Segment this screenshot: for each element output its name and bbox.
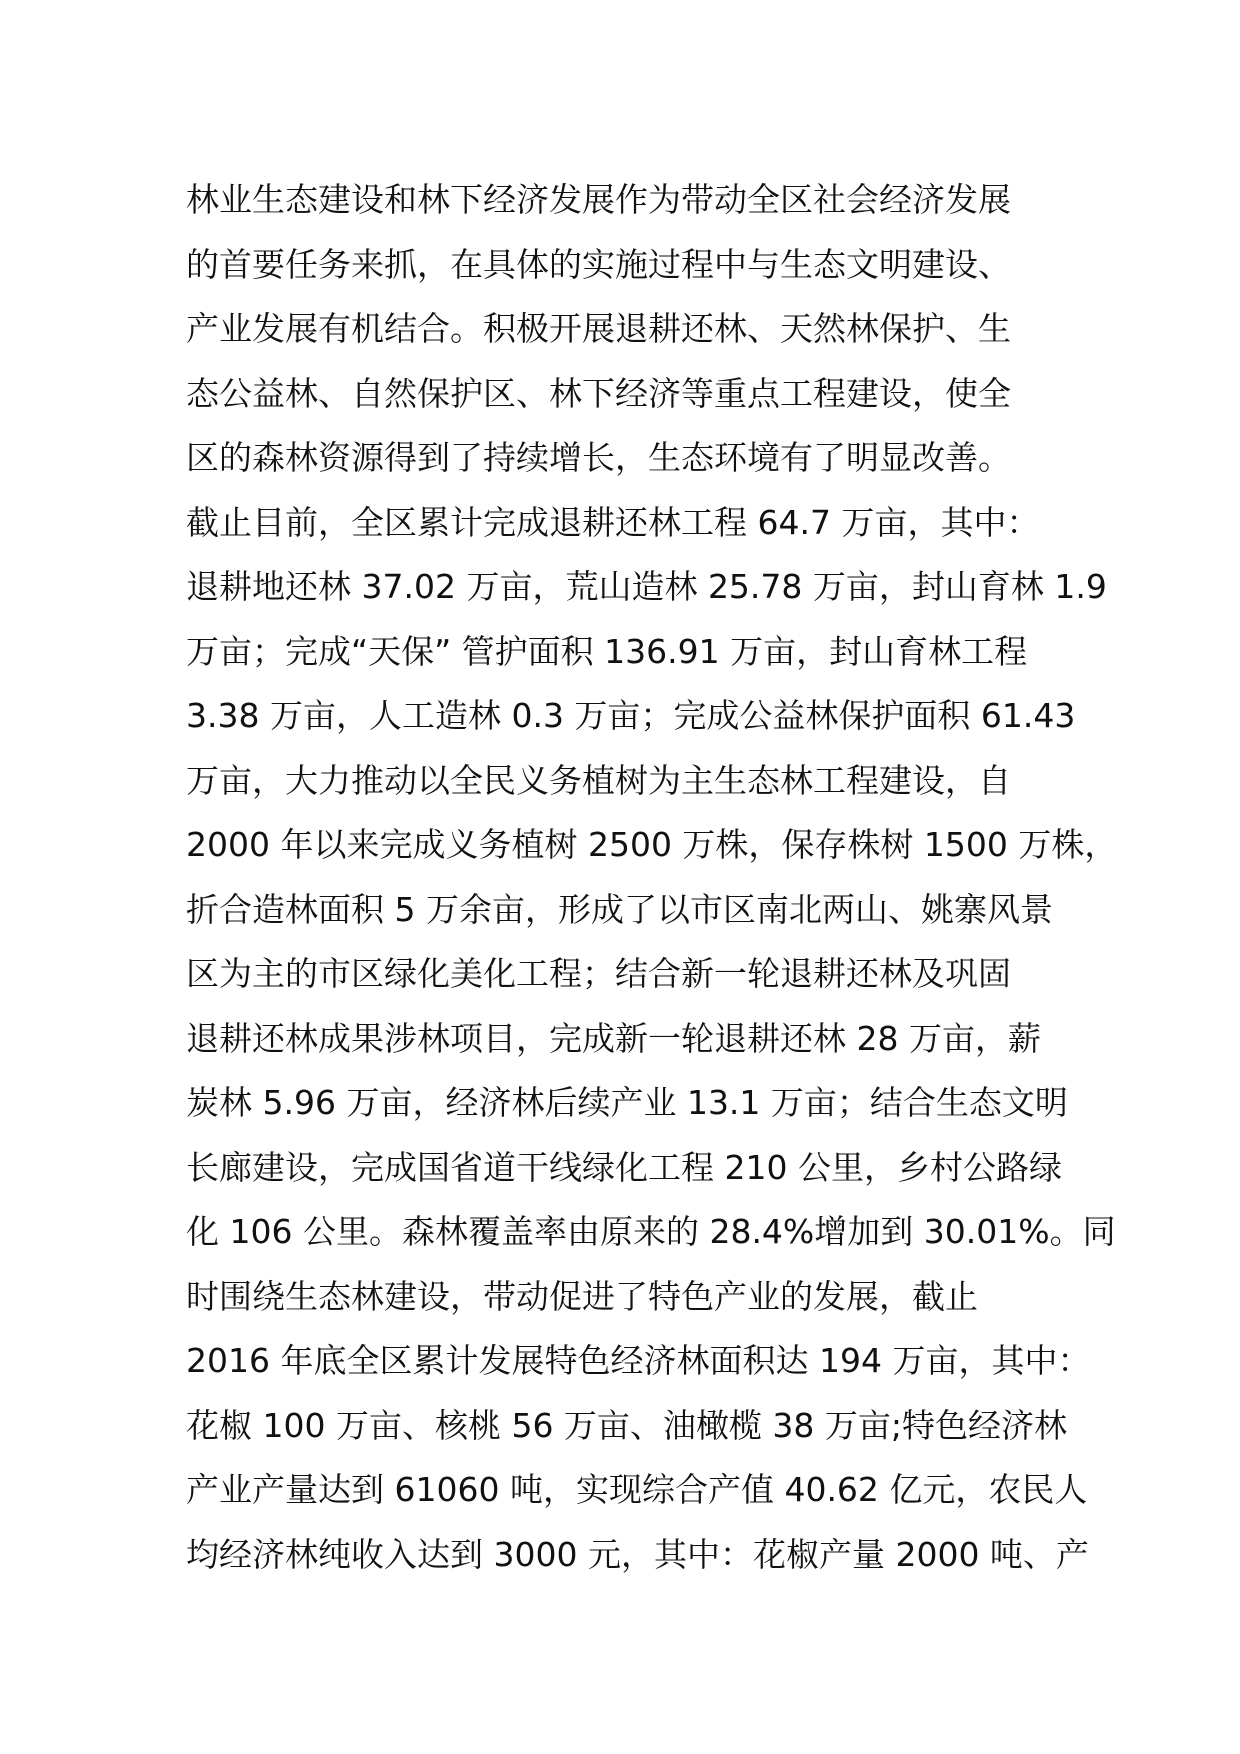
body-paragraph [186, 168, 1118, 1587]
text-line: 时围绕生态林建设，带动促进了特色产业的发展，截止 [186, 1276, 978, 1316]
text-line: 长廊建设，完成国省道干线绿化工程 210 公里，乡村公路绿 [186, 1147, 1062, 1187]
text-line: 万亩；完成“天保” 管护面积 136.91 万亩，封山育林工程 [186, 631, 1028, 671]
text-line: 化 106 公里。森林覆盖率由原来的 28.4%增加到 30.01%。同 [186, 1212, 1116, 1251]
text-line: 的首要任务来抓，在具体的实施过程中与生态文明建设、 [186, 244, 1011, 284]
text-line: 万亩，大力推动以全民义务植树为主生态林工程建设，自 [186, 760, 1011, 800]
text-line: 区的森林资源得到了持续增长，生态环境有了明显改善。 [186, 438, 1011, 477]
text-line: 区为主的市区绿化美化工程；结合新一轮退耕还林及巩固 [186, 954, 1011, 993]
text-line: 截止目前，全区累计完成退耕还林工程 64.7 万亩，其中： [186, 502, 1040, 542]
text-line: 2000 年以来完成义务植树 2500 万株，保存株树 1500 万株， [186, 825, 1118, 864]
text-line: 花椒 100 万亩、核桃 56 万亩、油橄榄 38 万亩;特色经济林 [186, 1405, 1068, 1445]
text-line: 产业产量达到 61060 吨，实现综合产值 40.62 亿元，农民人 [186, 1470, 1088, 1509]
text-line: 2016 年底全区累计发展特色经济林面积达 194 万亩，其中： [186, 1341, 1091, 1380]
text-line: 态公益林、自然保护区、林下经济等重点工程建设，使全 [186, 373, 1011, 413]
text-line: 均经济林纯收入达到 3000 元，其中：花椒产量 2000 吨、产 [186, 1534, 1089, 1574]
text-line: 退耕地还林 37.02 万亩，荒山造林 25.78 万亩，封山育林 1.9 [186, 567, 1107, 606]
text-line: 产业发展有机结合。积极开展退耕还林、天然林保护、生 [186, 309, 1011, 348]
text-line: 林业生态建设和林下经济发展作为带动全区社会经济发展 [186, 180, 1011, 219]
text-line: 炭林 5.96 万亩，经济林后续产业 13.1 万亩；结合生态文明 [186, 1083, 1068, 1122]
text-line: 退耕还林成果涉林项目，完成新一轮退耕还林 28 万亩，薪 [186, 1018, 1041, 1058]
text-line: 3.38 万亩，人工造林 0.3 万亩；完成公益林保护面积 61.43 [186, 696, 1076, 735]
text-line: 折合造林面积 5 万余亩，形成了以市区南北两山、姚寨风景 [186, 889, 1053, 929]
